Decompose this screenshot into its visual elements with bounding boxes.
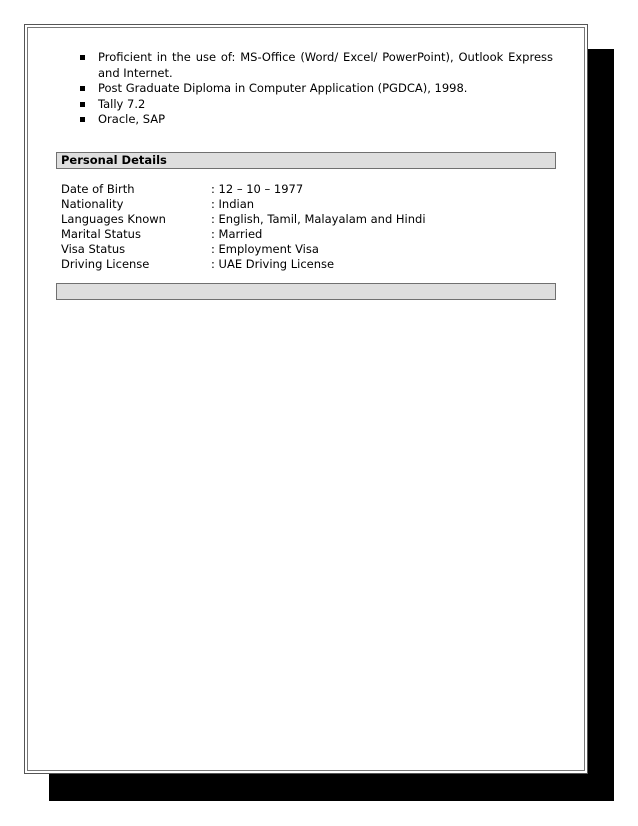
detail-value: : Employment Visa bbox=[211, 242, 319, 256]
detail-label: Date of Birth bbox=[61, 182, 135, 196]
skill-text: Tally 7.2 bbox=[98, 96, 146, 111]
detail-label: Visa Status bbox=[61, 242, 126, 256]
square-bullet-icon bbox=[80, 117, 85, 122]
skills-list bbox=[77, 50, 553, 128]
detail-value: : Indian bbox=[211, 197, 255, 211]
detail-value: : 12 – 10 – 1977 bbox=[211, 182, 304, 196]
section-heading-empty bbox=[56, 283, 556, 300]
detail-value: : English, Tamil, Malayalam and Hindi bbox=[211, 212, 426, 226]
document-page bbox=[24, 24, 588, 774]
detail-label: Marital Status bbox=[61, 227, 141, 241]
list-item bbox=[77, 97, 553, 113]
skill-text: Proficient in the use of: MS-Office (Word/ Excel/ PowerPoint), Outlook Express and Internet. bbox=[98, 50, 553, 80]
skill-text: Oracle, SAP bbox=[98, 112, 166, 126]
detail-label: Driving License bbox=[61, 257, 150, 271]
detail-value: : UAE Driving License bbox=[211, 257, 335, 271]
list-item bbox=[77, 81, 553, 97]
detail-label: Languages Known bbox=[61, 212, 166, 226]
skill-text: Post Graduate Diploma in Computer Application (PGDCA), 1998. bbox=[98, 81, 468, 95]
square-bullet-icon bbox=[80, 102, 85, 107]
square-bullet-icon bbox=[80, 55, 85, 60]
section-heading-personal-details: Personal Details bbox=[56, 152, 556, 169]
detail-label: Nationality bbox=[61, 197, 124, 211]
square-bullet-icon bbox=[80, 86, 85, 91]
list-item bbox=[77, 112, 553, 128]
detail-value: : Married bbox=[211, 227, 263, 241]
list-item bbox=[77, 50, 553, 81]
